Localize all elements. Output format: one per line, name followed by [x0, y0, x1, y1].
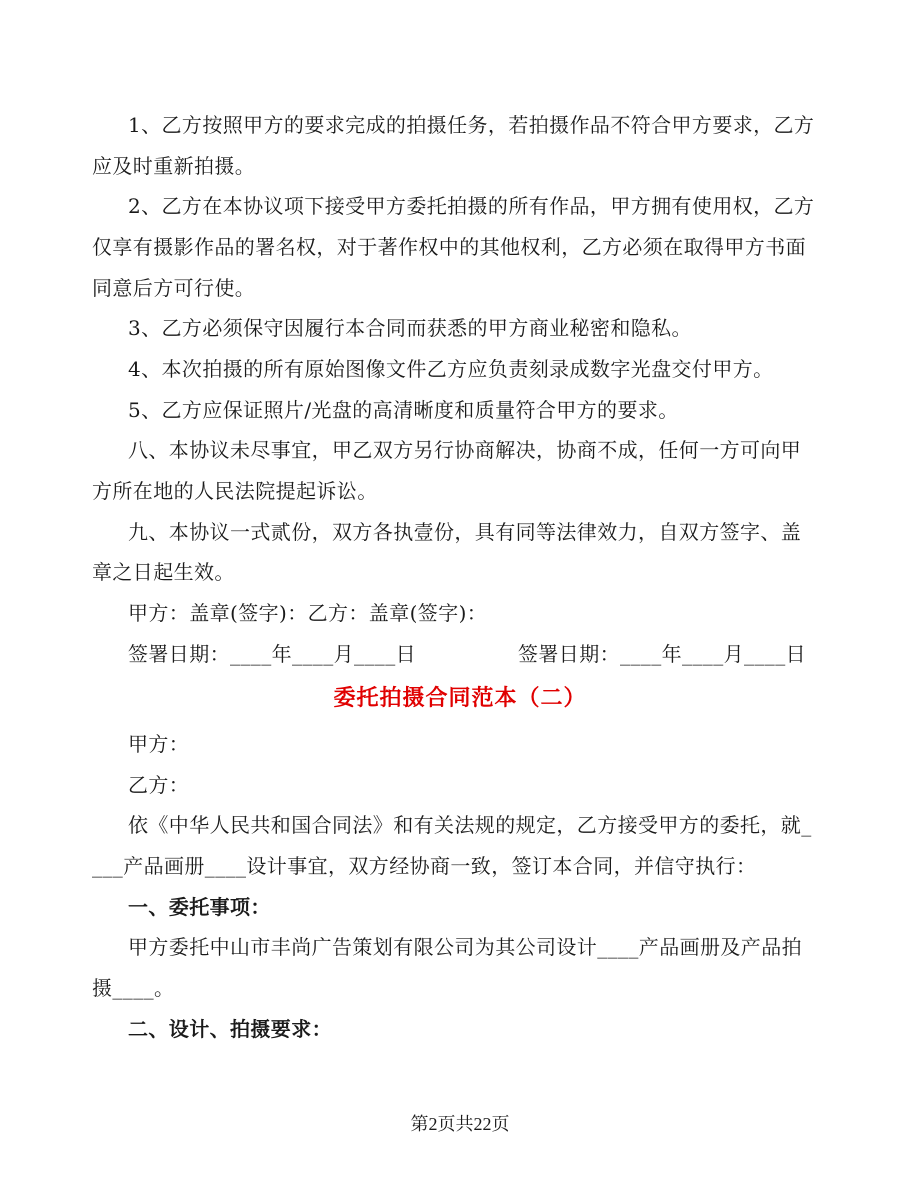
clause-1-line-1: 1、乙方按照甲方的要求完成的拍摄任务，若拍摄作品不符合甲方要求，乙方: [128, 113, 815, 137]
clause-2-line-2: 仅享有摄影作品的署名权，对于著作权中的其他权利，乙方必须在取得甲方书面: [92, 235, 806, 259]
signature-parties: 甲方：盖章(签字)：乙方：盖章(签字)：: [128, 601, 488, 625]
item-1-line-2: 摄____。: [92, 976, 175, 1000]
article-9-line-1: 九、本协议一式贰份，双方各执壹份，具有同等法律效力，自双方签字、盖: [128, 520, 802, 544]
clause-4: 4、本次拍摄的所有原始图像文件乙方应负责刻录成数字光盘交付甲方。: [128, 357, 774, 381]
article-8-line-1: 八、本协议未尽事宜，甲乙双方另行协商解决，协商不成，任何一方可向甲: [128, 438, 802, 462]
clause-5: 5、乙方应保证照片/光盘的高清晰度和质量符合甲方的要求。: [128, 398, 679, 422]
item-1-line-1: 甲方委托中山市丰尚广告策划有限公司为其公司设计____产品画册及产品拍: [128, 935, 802, 959]
intro-line-2: ___产品画册____设计事宜，双方经协商一致，签订本合同，并信守执行：: [92, 854, 757, 878]
signature-date-left: 签署日期：____年____月____日: [128, 642, 416, 666]
clause-2-line-1: 2、乙方在本协议项下接受甲方委托拍摄的所有作品，甲方拥有使用权，乙方: [128, 194, 815, 218]
party-a-label: 甲方：: [128, 732, 190, 756]
article-9-line-2: 章之日起生效。: [92, 560, 235, 584]
article-8-line-2: 方所在地的人民法院提起诉讼。: [92, 479, 378, 503]
clause-1-line-2: 应及时重新拍摄。: [92, 154, 256, 178]
heading-design-requirements: 二、设计、拍摄要求：: [128, 1017, 332, 1041]
section-title: 委托拍摄合同范本（二）: [333, 685, 587, 711]
intro-line-1: 依《中华人民共和国合同法》和有关法规的规定，乙方接受甲方的委托，就_: [128, 813, 812, 837]
page-number: 第2页共22页: [410, 1114, 510, 1134]
clause-2-line-3: 同意后方可行使。: [92, 276, 256, 300]
heading-entrusted-matters: 一、委托事项：: [128, 895, 271, 919]
party-b-label: 乙方：: [128, 773, 190, 797]
clause-3: 3、乙方必须保守因履行本合同而获悉的甲方商业秘密和隐私。: [128, 316, 692, 340]
signature-date-right: 签署日期：____年____月____日: [518, 642, 806, 666]
